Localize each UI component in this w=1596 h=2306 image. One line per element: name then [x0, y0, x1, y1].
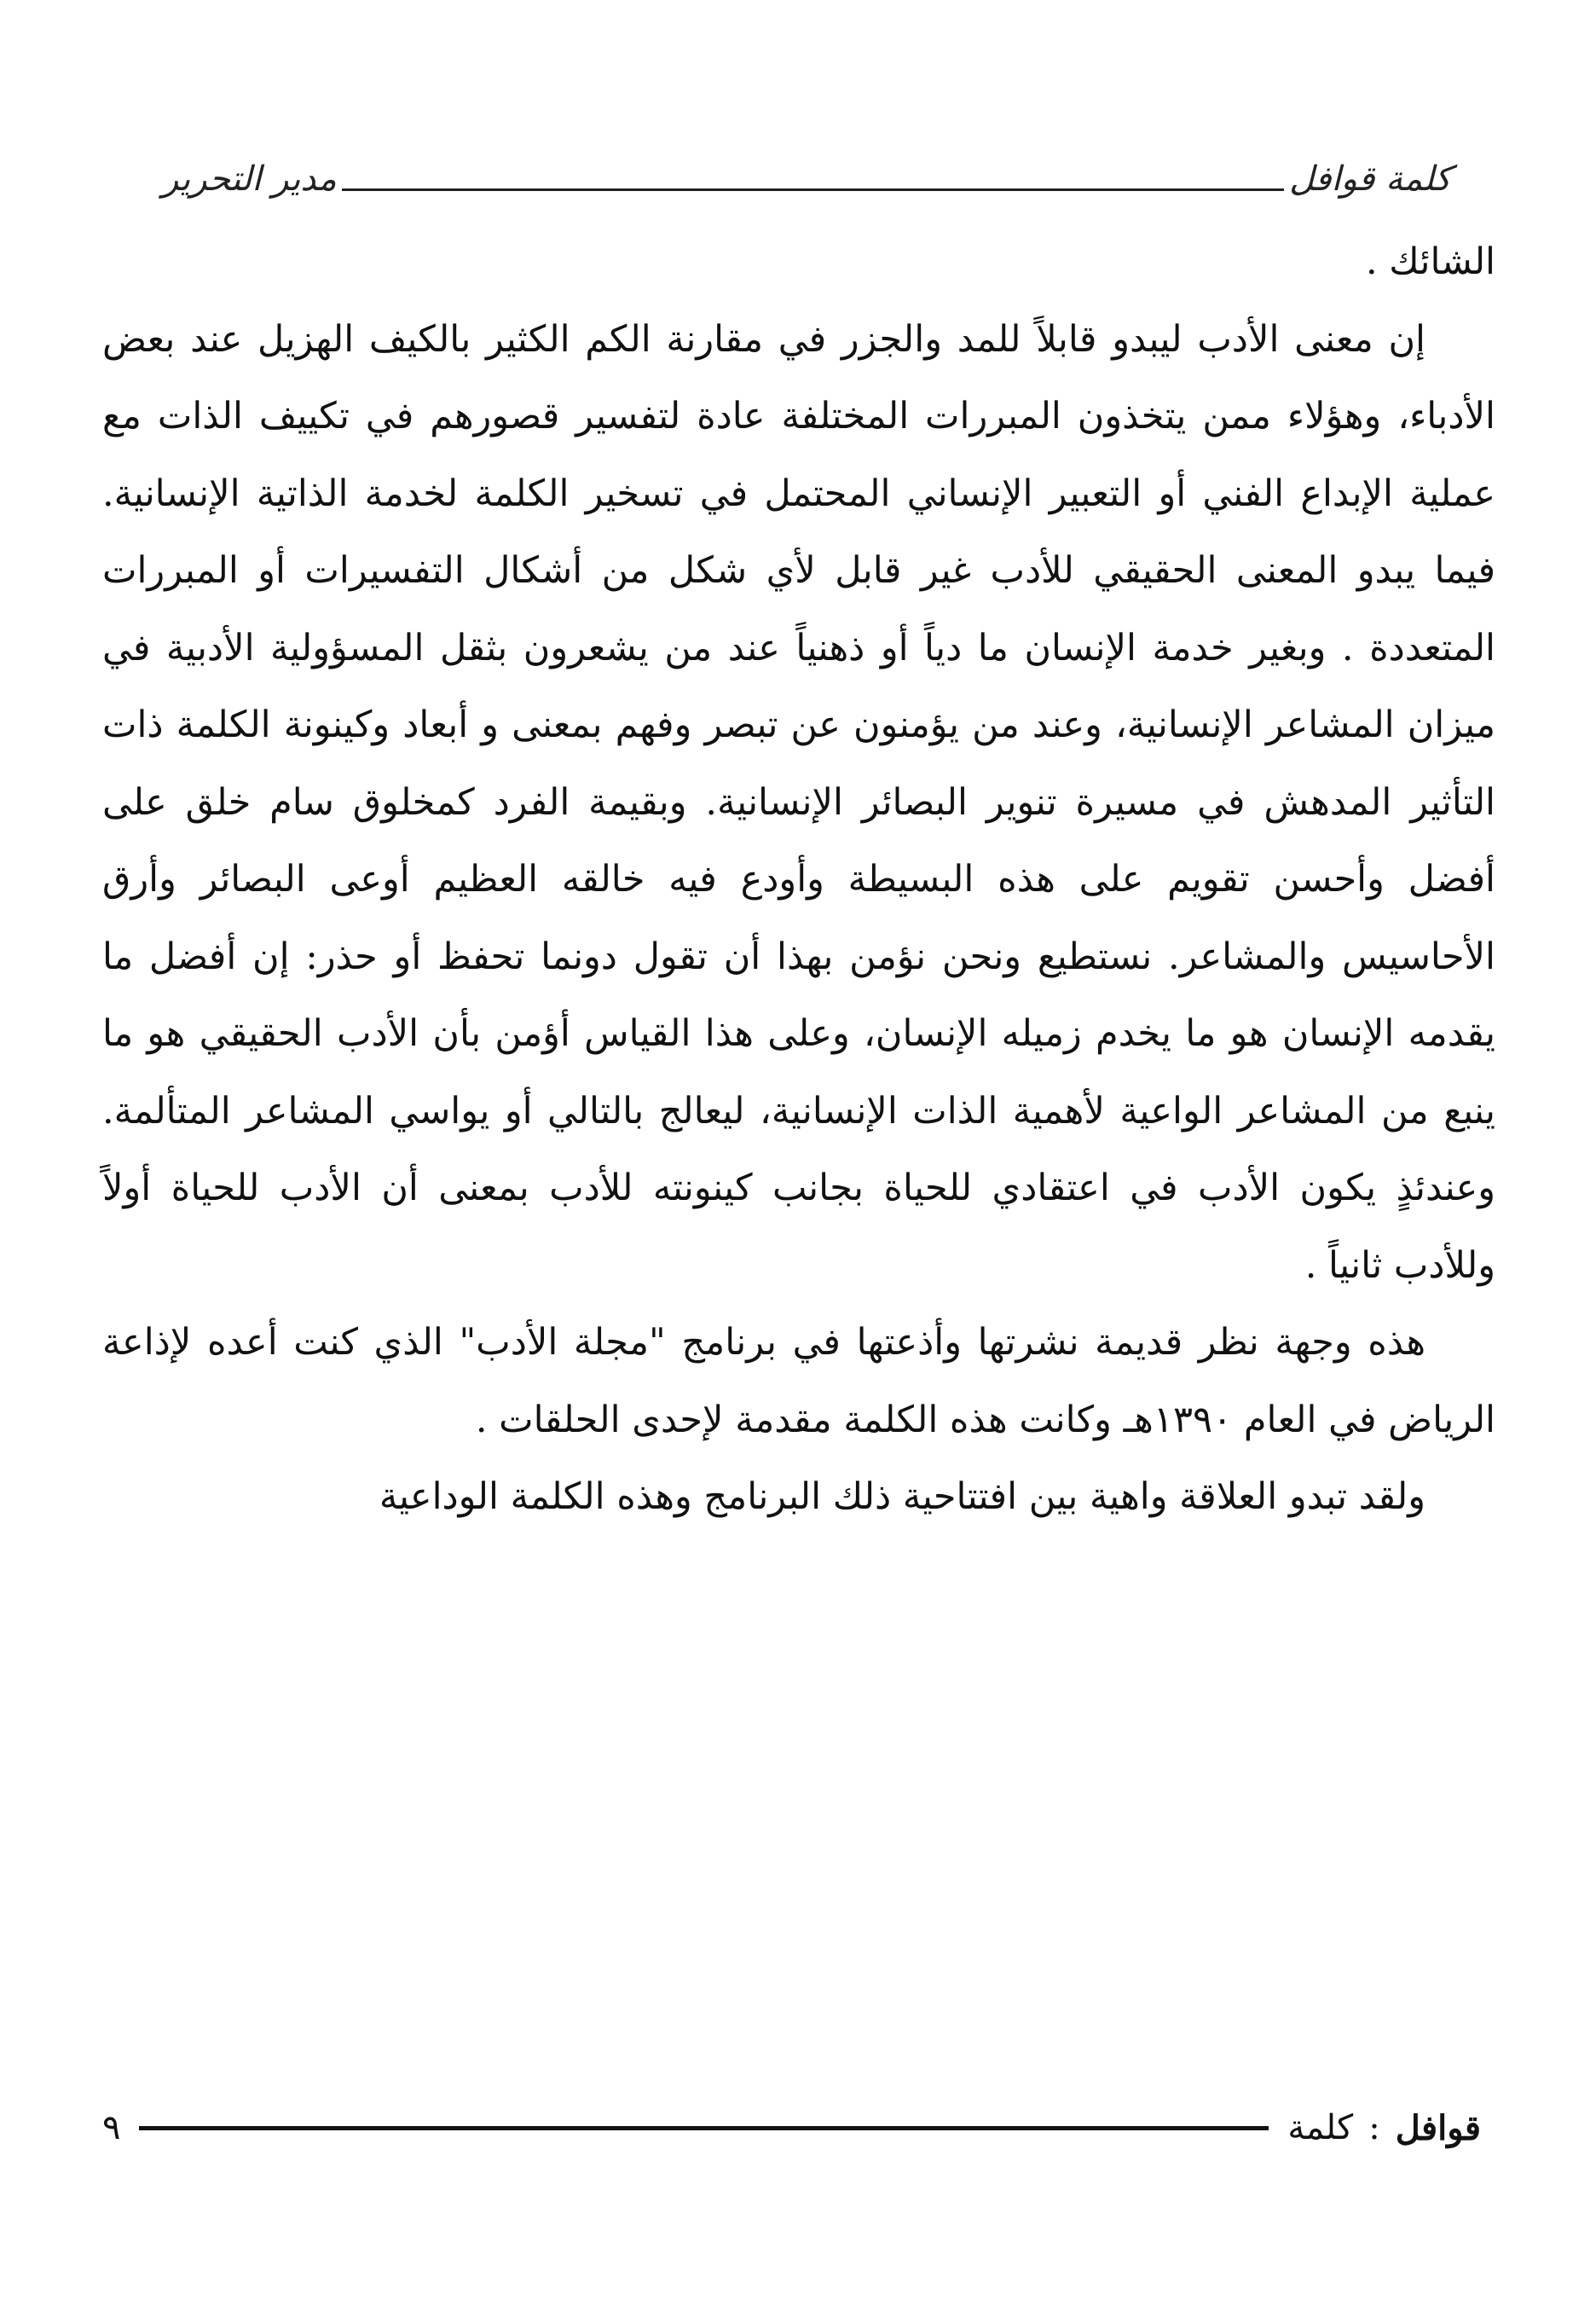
page-footer [102, 2098, 1481, 2158]
footer-rule [139, 2126, 1269, 2130]
paragraph: ولقد تبدو العلاقة واهية بين افتتاحية ذلك البرنامج وهذه الكلمة الوداعية [379, 1475, 1425, 1518]
paragraph: إن معنى الأدب ليبدو قابلاً للمد والجزر في مقارنة الكم الكثير بالكيف الهزيل عند بعض الأدباء، وهؤلاء ممن يتخذون المبررات المختلفة عادة لتفسير قصورهم في تكييف الذات مع عملية الإبداع الفني أو التعبير الإنساني المحتمل في تسخير الكلمة لخدمة الذاتية الإنسانية. فيما يبدو المعنى الحقيقي للأدب غير قابل لأي شكل من أشكال التفسيرات أو المبررات المتعددة . وبغير خدمة الإنسان ما دياً أو ذهنياً عند من يشعرون بثقل المسؤولية الأدبية في ميزان المشاعر الإنسانية، وعند من يؤمنون عن تبصر وفهم بمعنى و أبعاد وكينونة الكلمة ذات التأثير المدهش في مسيرة تنوير البصائر الإنسانية. وبقيمة الفرد كمخلوق سام خلق على أفضل وأحسن تقويم على هذه البسيطة وأودع فيه خالقه العظيم أوعى البصائر وأرق الأحاسيس والمشاعر. نستطيع ونحن نؤمن بهذا أن تقول دونما تحفظ أو حذر: إن أفضل ما يقدمه الإنسان هو ما يخدم زميله الإنسان، وعلى هذا القياس أؤمن بأن الأدب الحقيقي هو ما ينبع من المشاعر الواعية لأهمية الذات الإنسانية، ليعالج بالتالي أو يواسي المشاعر المتألمة. وعندئذٍ يكون الأدب في اعتقادي للحياة بجانب كينونته للأدب بمعنى أن الأدب للحياة أولاً وللأدب ثانياً . [102, 317, 1495, 1287]
footer-journal-name: قوافل [1395, 2107, 1481, 2148]
footer-section: كلمة [1287, 2108, 1354, 2147]
header-section-title: كلمة قوافل [1289, 159, 1451, 199]
page-number: ٩ [102, 2108, 121, 2147]
header-rule [342, 188, 1284, 191]
paragraph-continuation: الشائك . [1365, 240, 1495, 283]
footer-separator: : [1368, 2108, 1380, 2147]
running-header [162, 145, 1451, 199]
header-author: مدير التحرير [162, 159, 337, 199]
body-text [102, 223, 1495, 1536]
paragraph: هذه وجهة نظر قديمة نشرتها وأذعتها في برنامج "مجلة الأدب" الذي كنت أعده لإذاعة الرياض في العام ١٣٩٠هـ وكانت هذه الكلمة مقدمة لإحدى الحلقات . [102, 1321, 1495, 1441]
